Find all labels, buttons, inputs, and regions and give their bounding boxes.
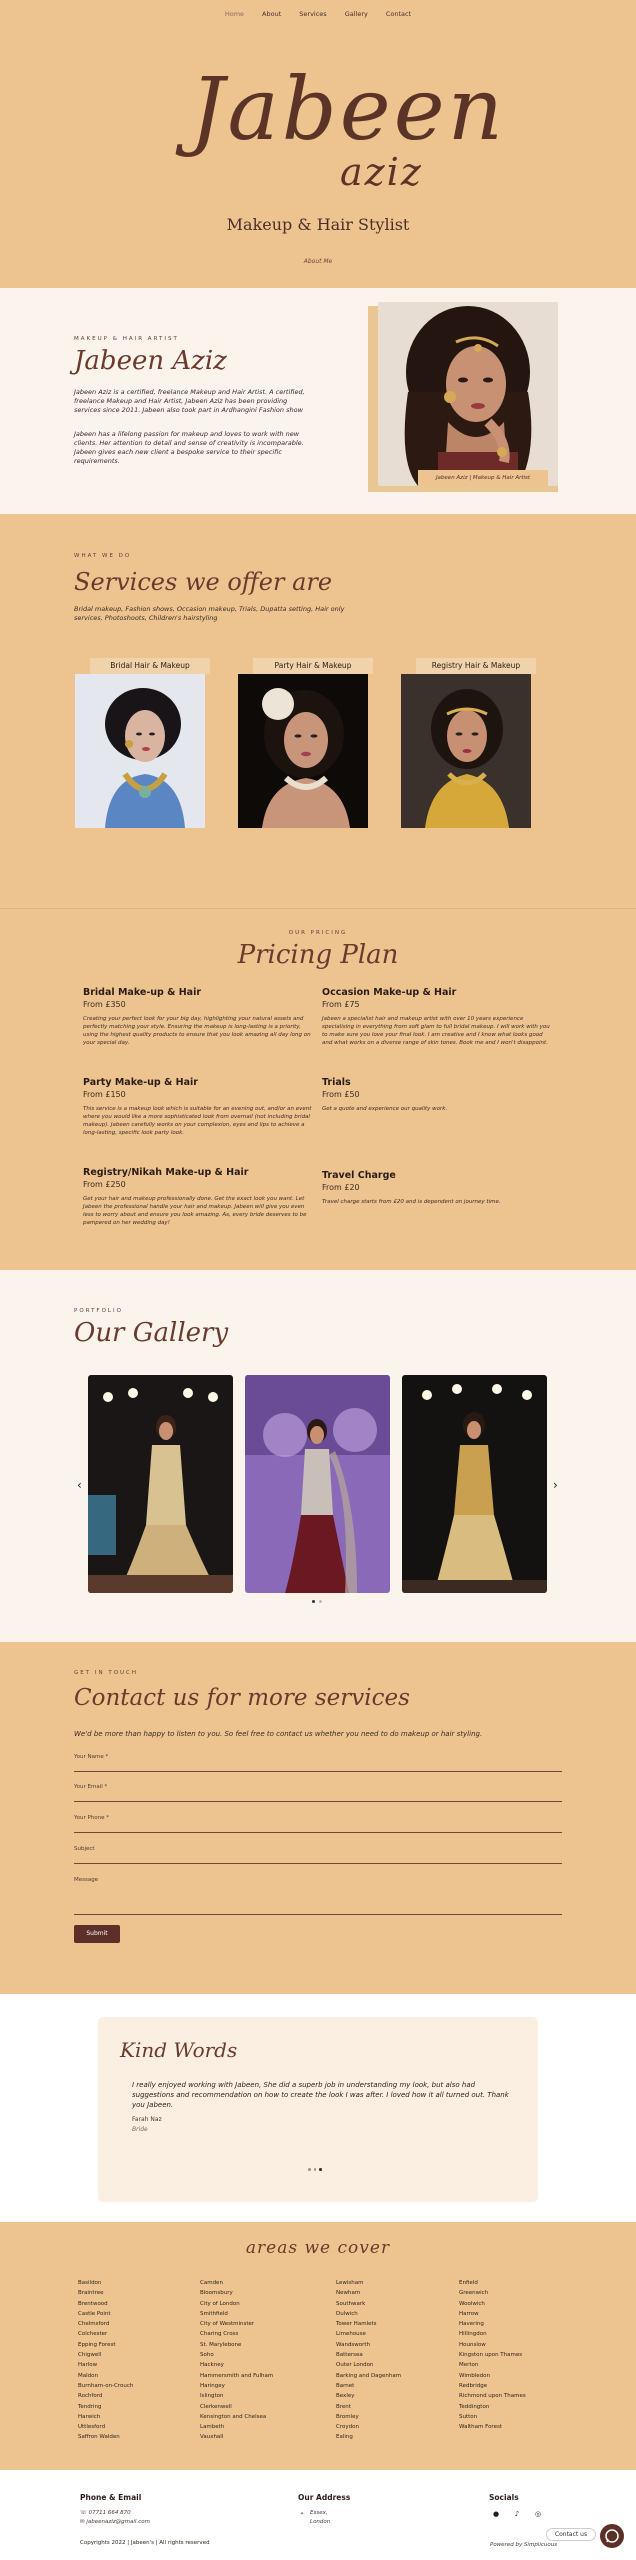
testimonial-title: Kind Words [120, 2038, 238, 2062]
price-item-price: From £20 [322, 1183, 360, 1192]
testimonial-name: Farah Naz [132, 2116, 162, 2123]
bio-portrait-photo [378, 302, 558, 486]
pricing-eyebrow: OUR PRICING [288, 930, 348, 936]
service-card-bridal[interactable] [75, 658, 210, 828]
area-item: St. Marylebone [200, 2341, 242, 2348]
nav-contact[interactable]: Contact [385, 10, 412, 18]
area-item: Vauxhall [200, 2434, 224, 2441]
area-item: Colchester [78, 2331, 108, 2338]
area-item: Ealing [336, 2434, 353, 2441]
phone-field-label: Your Phone * [74, 1815, 110, 1821]
subject-field-label: Subject [74, 1846, 95, 1852]
area-item: Barking and Dagenham [336, 2372, 402, 2379]
mail-icon: ✉ [80, 2519, 87, 2525]
price-item-title: Bridal Make-up & Hair [83, 987, 202, 998]
price-item-registry [83, 1167, 313, 1227]
price-item-price: From £75 [322, 1000, 360, 1009]
area-item: Uttlesford [78, 2424, 106, 2431]
service-card-label: Registry Hair & Makeup [416, 658, 536, 674]
price-item-desc: This service is a makeup look which is suitable for an evening out, and/or an event where you would like a more sophisticated look from overnail (not including bridal makeup). Jabeen carefully works on your complexion, eyes and lips to achieve a long-lasting, specific look party look. [83, 1106, 312, 1136]
contact-us-chat-label[interactable]: Contact us [546, 2528, 596, 2541]
price-item-bridal [83, 987, 313, 1047]
area-item: Smithfield [200, 2310, 228, 2317]
testimonial-text: I really enjoyed working with Jabeen, She did a superb job in understanding my look, but also had suggestions and recommendation on how to create the look I was after. I loved how it all turned out. Thank you Jabeen. [132, 2081, 509, 2109]
pagination-dot[interactable] [308, 2168, 311, 2171]
area-item: Tower Hamlets [336, 2321, 377, 2328]
gallery-photo-2[interactable] [245, 1375, 390, 1593]
facebook-icon[interactable]: ● [492, 2510, 500, 2518]
area-item: Greenwich [459, 2290, 489, 2297]
subject-field[interactable] [74, 1846, 562, 1864]
area-item: Braintree [78, 2290, 104, 2297]
area-item: Wimbledon [459, 2372, 490, 2379]
area-item: Epping Forest [78, 2341, 116, 2348]
area-item: Basildon [78, 2280, 102, 2286]
area-item: Bromley [336, 2413, 359, 2420]
area-item: Lambeth [200, 2424, 225, 2431]
area-item: Maldon [78, 2372, 98, 2379]
footer-email-text: jabeenaziz@gmail.com [86, 2519, 150, 2525]
area-item: Battersea [336, 2352, 363, 2359]
price-item-price: From £250 [83, 1180, 126, 1189]
area-item: Limehouse [336, 2331, 366, 2338]
gallery-next-arrow[interactable]: › [553, 1478, 558, 1492]
area-item: Hillingdon [459, 2331, 487, 2338]
area-item: Harrow [459, 2310, 479, 2317]
price-item-price: From £350 [83, 1000, 126, 1009]
areas-column-4 [459, 2278, 579, 2432]
areas-title: areas we cover [245, 2238, 391, 2258]
area-item: Woolwich [459, 2300, 485, 2307]
map-pin-icon: ⌖ [300, 2511, 304, 2517]
area-item: Lewisham [336, 2280, 364, 2286]
area-item: Haringey [200, 2382, 225, 2389]
footer-credit[interactable]: Powered by Simplicuous [490, 2542, 558, 2548]
area-item: Charing Cross [200, 2331, 239, 2338]
area-item: City of London [200, 2300, 240, 2307]
price-item-desc: Travel charge starts from £20 and is dependent on journey time. [322, 1199, 501, 1205]
email-field-label: Your Email * [74, 1784, 108, 1790]
area-item: Teddington [459, 2403, 490, 2410]
phone-field[interactable] [74, 1815, 562, 1833]
price-item-desc: Jabeen a specialist hair and makeup artist with over 10 years experience specialising in everything from soft glam to full bridal makeup. I will work with you to make sure you love your final look. I am creative and I know what looks good and what works on a diverse range of skin tones. Book me and I won't disappoint. [322, 1016, 550, 1046]
service-card-label: Bridal Hair & Makeup [90, 658, 210, 674]
hero-subtitle: Makeup & Hair Stylist [226, 215, 410, 234]
area-item: Southwark [336, 2300, 366, 2307]
areas-column-1 [78, 2278, 198, 2443]
price-item-price: From £50 [322, 1090, 360, 1099]
footer-phone-heading: Phone & Email [80, 2493, 142, 2502]
area-item: Camden [200, 2280, 223, 2286]
gallery-pagination [312, 1600, 322, 1603]
price-item-title: Occasion Make-up & Hair [322, 987, 457, 998]
footer-address-line-1: Essex, [310, 2510, 328, 2516]
pricing-title: Pricing Plan [237, 940, 399, 970]
price-item-desc: Get a quote and experience our quality work. [322, 1106, 448, 1112]
bio-photo-caption: Jabeen Aziz | Makeup & Hair Artist [418, 470, 548, 486]
message-field-label: Message [74, 1877, 99, 1883]
service-photo-party [238, 674, 368, 828]
area-item: Richmond upon Thames [459, 2393, 526, 2400]
area-item: Kensington and Chelsea [200, 2413, 267, 2420]
contact-title: Contact us for more services [74, 1685, 410, 1711]
areas-column-2 [200, 2278, 320, 2443]
contact-lead: We'd be more than happy to listen to you. So feel free to contact us whether you need to do makeup or hair styling. [74, 1730, 483, 1738]
service-card-label: Party Hair & Makeup [253, 658, 373, 674]
price-item-title: Party Make-up & Hair [83, 1077, 198, 1088]
footer-email[interactable] [80, 2519, 150, 2525]
price-item-occasion [322, 987, 552, 1047]
whatsapp-icon [600, 2524, 624, 2548]
services-title: Services we offer are [74, 568, 333, 596]
area-item: Soho [200, 2352, 214, 2359]
pagination-dot[interactable] [319, 2168, 322, 2171]
logo-jabeen: Jabeen [190, 60, 506, 160]
area-item: Islington [200, 2393, 224, 2400]
name-field-label: Your Name * [74, 1754, 109, 1760]
area-item: City of Westminster [200, 2321, 255, 2328]
price-item-price: From £150 [83, 1090, 126, 1099]
area-item: Kingston upon Thames [459, 2352, 523, 2359]
nav-home[interactable]: Home [224, 10, 245, 18]
gallery-photo-1[interactable] [88, 1375, 233, 1593]
bio-eyebrow: MAKEUP & HAIR ARTIST [74, 336, 179, 342]
area-item: Bloomsbury [200, 2290, 233, 2297]
gallery-eyebrow: PORTFOLIO [74, 1308, 123, 1314]
area-item: Waltham Forest [459, 2424, 502, 2431]
pagination-dot[interactable] [319, 1600, 322, 1603]
area-item: Brentwood [78, 2300, 108, 2307]
area-item: Hounslow [459, 2341, 486, 2348]
area-item: Merton [459, 2362, 479, 2369]
name-field[interactable] [74, 1754, 562, 1772]
price-item-travel [322, 1170, 552, 1206]
area-item: Croydon [336, 2424, 359, 2431]
area-item: Castle Point [78, 2310, 111, 2317]
gallery-photo-3[interactable] [402, 1375, 547, 1593]
price-item-title: Trials [322, 1077, 351, 1088]
price-item-title: Travel Charge [322, 1170, 396, 1181]
area-item: Rochford [78, 2393, 103, 2400]
price-item-desc: Get your hair and makeup professionally done. Get the exact look you want. Let Jabeen the professional handle your hair and makeup. Jabeen will give you even less to worry about and ensure you look amazing. As, every bride deserves to be pampered on her wedding day! [83, 1196, 307, 1226]
hero-section [0, 0, 636, 288]
area-item: Chigwell [78, 2352, 102, 2359]
services-description: Bridal makeup, Fashion shows, Occasion makeup, Trials, Dupatta setting, Hair only services, Photoshoots, Children's hairstyling [74, 605, 345, 622]
area-item: Sutton [459, 2413, 478, 2420]
gallery-title: Our Gallery [74, 1318, 229, 1348]
nav-gallery[interactable]: Gallery [344, 10, 368, 18]
area-item: Outer London [336, 2362, 374, 2369]
price-item-title: Registry/Nikah Make-up & Hair [83, 1167, 249, 1178]
footer-address-heading: Our Address [298, 2493, 351, 2502]
bio-paragraph-1: Jabeen Aziz is a certified, freelance Makeup and Hair Artist. A certified, freelance Makeup and Hair Artist, Jabeen Aziz has been providing services since 2011. Jabeen also took part in Ardhangini Fashion show [74, 388, 305, 414]
service-card-registry[interactable] [401, 658, 536, 828]
message-field[interactable] [74, 1877, 562, 1915]
footer-address-line-2: London [310, 2519, 331, 2525]
main-nav [0, 10, 636, 18]
area-item: Harlow [78, 2362, 98, 2369]
whatsapp-chat-button[interactable] [600, 2524, 624, 2548]
area-item: Newham [336, 2290, 361, 2297]
service-photo-bridal [75, 674, 205, 828]
areas-column-3 [336, 2278, 456, 2443]
services-eyebrow: WHAT WE DO [74, 553, 132, 559]
footer-socials-heading: Socials [489, 2493, 519, 2502]
price-item-party [83, 1077, 313, 1137]
phone-icon: ☏ [80, 2510, 89, 2516]
area-item: Harwich [78, 2413, 101, 2420]
area-item: Redbridge [459, 2382, 488, 2389]
nav-about[interactable]: About [262, 10, 282, 18]
instagram-icon[interactable]: ◎ [534, 2510, 542, 2518]
area-item: Enfield [459, 2280, 478, 2286]
pagination-dot[interactable] [314, 2168, 317, 2171]
footer-phone-text: 07711 664 870 [88, 2510, 131, 2516]
area-item: Tendring [78, 2403, 102, 2410]
pagination-dot[interactable] [312, 1600, 315, 1603]
bio-paragraph-2: Jabeen has a lifelong passion for makeup and loves to work with new clients. Her attention to detail and sense of creativity is incomparable. Jabeen gives each new client a bespoke service to their specific requirements. [74, 430, 304, 465]
area-item: Bexley [336, 2393, 355, 2400]
area-item: Havering [459, 2321, 484, 2328]
area-item: Saffron Walden [78, 2434, 120, 2441]
area-item: Burnham-on-Crouch [78, 2382, 134, 2389]
email-field[interactable] [74, 1784, 562, 1802]
tiktok-icon[interactable]: ♪ [514, 2510, 520, 2518]
submit-button[interactable]: Submit [74, 1925, 120, 1943]
footer-copyright: Copyrights 2022 | Jabeen's | All rights reserved [80, 2540, 210, 2546]
area-item: Clerkenwell [200, 2403, 232, 2410]
footer-phone[interactable] [80, 2510, 131, 2516]
contact-eyebrow: GET IN TOUCH [74, 1670, 139, 1676]
area-item: Hammersmith and Fulham [200, 2372, 274, 2379]
price-item-trials [322, 1077, 552, 1113]
service-photo-registry [401, 674, 531, 828]
area-item: Barnet [336, 2382, 355, 2389]
logo-aziz: aziz [340, 150, 423, 194]
gallery-prev-arrow[interactable]: ‹ [77, 1478, 82, 1492]
service-card-party[interactable] [238, 658, 373, 828]
price-item-desc: Creating your perfect look for your big day, highlighting your natural assets and perfectly matching your style. Ensuring the makeup is long-lasting is a priority, using the highest quality products to ensure that you look amazing all day long on your special day. [83, 1016, 311, 1046]
testimonial-pagination [308, 2168, 322, 2171]
area-item: Dulwich [336, 2310, 358, 2317]
about-me-link[interactable]: About Me [303, 258, 333, 265]
nav-services[interactable]: Services [299, 10, 327, 18]
area-item: Chelmsford [78, 2321, 110, 2328]
area-item: Brent [336, 2403, 351, 2410]
testimonial-role: Bride [132, 2126, 148, 2133]
area-item: Hackney [200, 2362, 224, 2369]
bio-title: Jabeen Aziz [74, 346, 227, 376]
area-item: Wandsworth [336, 2341, 371, 2348]
